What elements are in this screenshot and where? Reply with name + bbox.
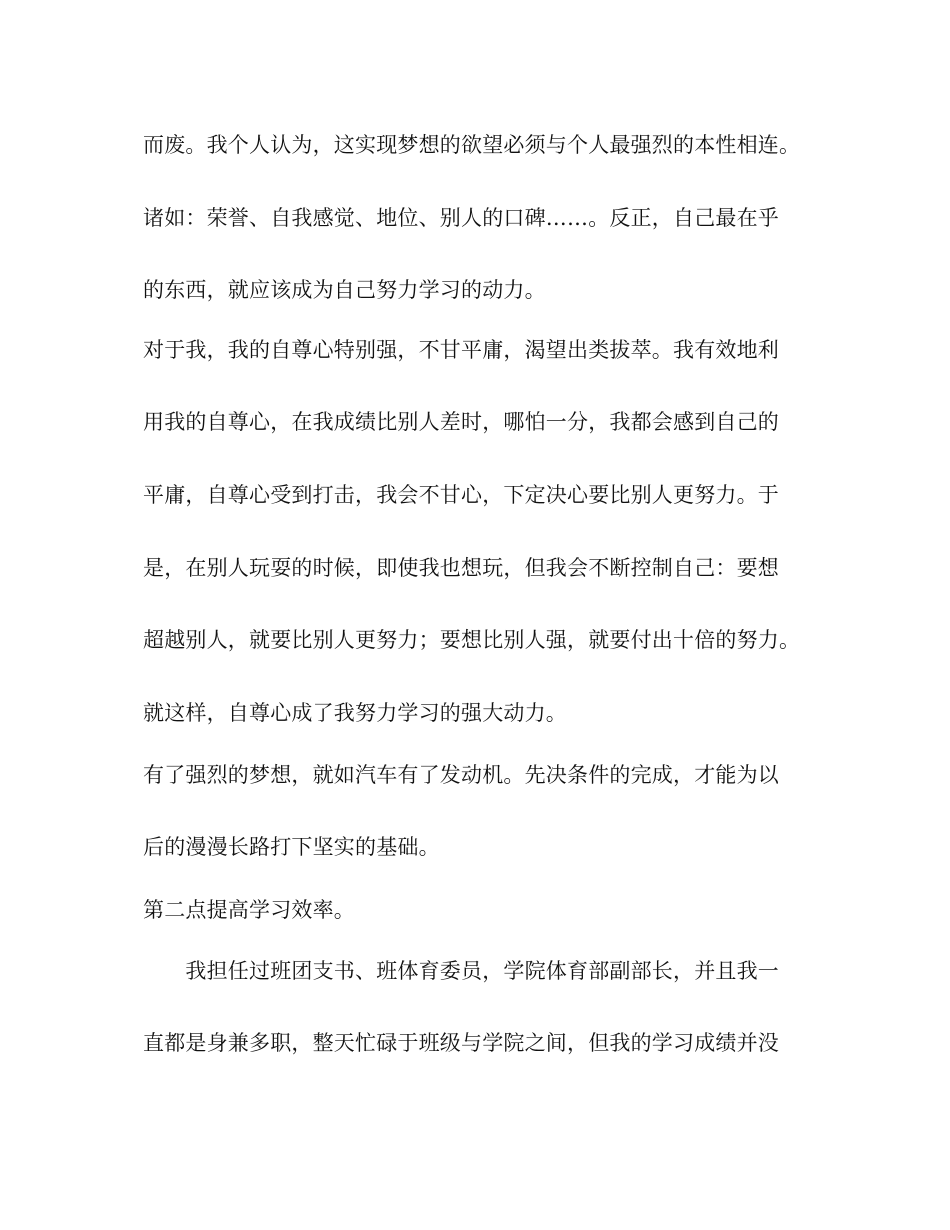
text-line: 超越别人，就要比别人更努力；要想比别人强，就要付出十倍的努力。: [143, 628, 801, 652]
text-line: 诸如：荣誉、自我感觉、地位、别人的口碑……。反正，自己最在乎: [143, 206, 779, 230]
text-line: 有了强烈的梦想，就如汽车有了发动机。先决条件的完成，才能为以: [143, 763, 779, 787]
text-line: 我担任过班团支书、班体育委员，学院体育部副部长，并且我一: [143, 959, 779, 983]
text-line: 是，在别人玩耍的时候，即使我也想玩，但我会不断控制自己：要想: [143, 556, 779, 580]
text-line: 就这样，自尊心成了我努力学习的强大动力。: [143, 701, 567, 725]
text-line: 的东西，就应该成为自己努力学习的动力。: [143, 278, 546, 302]
text-line: 用我的自尊心，在我成绩比别人差时，哪怕一分，我都会感到自己的: [143, 410, 779, 434]
text-line: 第二点提高学习效率。: [143, 898, 355, 922]
text-line: 对于我，我的自尊心特别强，不甘平庸，渴望出类拔萃。我有效地利: [143, 338, 779, 362]
text-line: 后的漫漫长路打下坚实的基础。: [143, 835, 440, 859]
text-line: 直都是身兼多职，整天忙碌于班级与学院之间，但我的学习成绩并没: [143, 1031, 779, 1055]
text-line: 而废。我个人认为，这实现梦想的欲望必须与个人最强烈的本性相连。: [143, 133, 801, 157]
text-line: 平庸，自尊心受到打击，我会不甘心，下定决心要比别人更努力。于: [143, 483, 779, 507]
